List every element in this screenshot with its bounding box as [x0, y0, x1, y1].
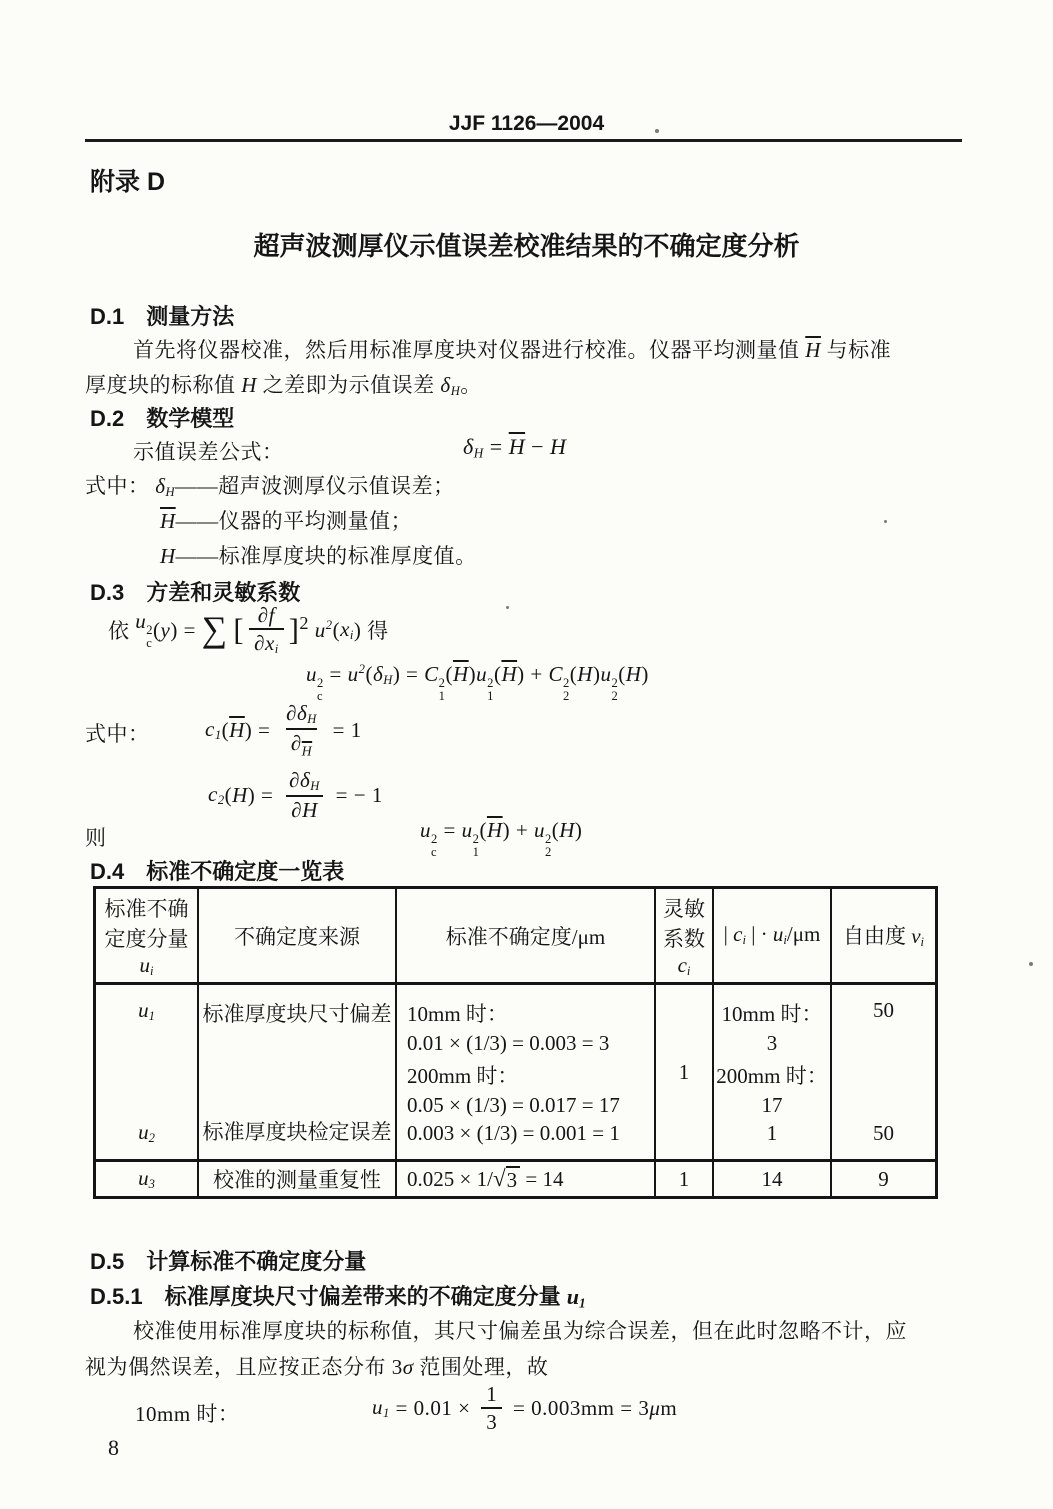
ciui-line: 3	[766, 1031, 778, 1056]
std-line: 0.05 × (1/3) = 0.017 = 17	[407, 1092, 620, 1117]
table-cell-source-u3	[199, 1162, 397, 1196]
u2-symbol: $u_2$	[138, 1119, 155, 1145]
header-line: 不确定度来源	[234, 924, 360, 949]
dof-u1: 50	[873, 998, 894, 1022]
table-cell-std-uncertainty-u3	[397, 1162, 656, 1196]
table-header-dof	[832, 889, 935, 985]
d2-def-hbar: $\overline{H}——$仪器的平均测量值；	[160, 509, 413, 533]
d5-paragraph-line1: 校准使用标准厚度块的标称值，其尺寸偏差虽为综合误差，但在此时忽略不计，应	[133, 1319, 907, 1343]
ciui-line: 1	[766, 1121, 778, 1145]
uncertainty-budget-table	[93, 886, 938, 1199]
d3-then-label: 则	[85, 826, 107, 850]
section-d2-heading: D.2 数学模型	[90, 406, 235, 431]
table-cell-sensitivity-u3	[656, 1162, 714, 1196]
d3-uc-formula: u 2 c = u 2 1 $(\overline{H}) + u$ 2 2 (H)	[420, 818, 583, 859]
scan-speck	[655, 129, 659, 133]
d3-variance-formula: 依 u 2 c ( y ) = ∑ [ $\frac{\partial f}{\partial x_i}$ ]$^2$ $u^2$ ( $x_i$ ) 得	[108, 602, 389, 657]
header-rule	[85, 139, 962, 142]
header-formula: 自由度 $\nu_i$	[842, 924, 925, 950]
doc-code: JJF 1126—2004	[448, 112, 605, 135]
sensitivity-u3: 1	[678, 1166, 690, 1191]
table-cell-ciui-u3	[714, 1162, 832, 1196]
header-line: 系数	[663, 927, 705, 951]
ciui-line: 17	[761, 1092, 783, 1117]
ciui-u3: 14	[761, 1166, 783, 1191]
d5-case-label: 10mm 时：	[135, 1402, 240, 1426]
header-symbol-ui: $u_i$	[139, 953, 154, 979]
scan-speck	[506, 606, 509, 609]
d1-paragraph-line1: 首先将仪器校准，然后用标准厚度块对仪器进行校准。仪器平均测量值 $\overline{H}$ 与标准	[133, 338, 892, 362]
d2-def-h: H——标准厚度块的标准厚度值。	[160, 544, 477, 568]
dof-u3: 9	[878, 1166, 889, 1191]
scan-speck	[1029, 962, 1033, 966]
section-d3-heading: D.3 方差和灵敏系数	[90, 580, 301, 605]
d2-error-formula: $\delta_H = \overline{H} - H$	[463, 434, 567, 461]
table-header-ciui	[714, 889, 832, 985]
table-header-component	[96, 889, 199, 985]
page-number: 8	[108, 1435, 119, 1460]
d2-formula-label: 示值误差公式：	[133, 440, 284, 464]
std-line: 10mm 时：	[407, 1002, 508, 1026]
d3-where-label: 式中：	[85, 722, 150, 746]
ciui-line: 10mm 时：	[721, 1002, 823, 1026]
section-d5-heading: D.5 计算标准不确定度分量	[90, 1249, 367, 1274]
dof-u2: 50	[873, 1121, 894, 1145]
source-u3: 校准的测量重复性	[213, 1168, 381, 1192]
table-cell-component-u3	[96, 1162, 199, 1196]
u3-symbol: $u_3$	[138, 1165, 155, 1192]
table-cell-sensitivity-u1u2	[656, 985, 714, 1162]
source-u1: 标准厚度块尺寸偏差	[202, 1002, 392, 1026]
header-line: 标准不确定度/μm	[445, 924, 606, 949]
table-cell-source-u1u2	[199, 985, 397, 1162]
header-line: 灵敏	[663, 897, 705, 921]
d3-sensitivity-c1-formula: $c_1$ ( $\overline{H}$ ) = $\frac{\partial\delta_H}{\partial_{\overline{H}}}$ = 1	[205, 701, 362, 759]
section-d4-heading: D.4 标准不确定度一览表	[90, 859, 345, 884]
appendix-label: 附录 D	[90, 168, 166, 196]
section-d51-heading: D.5.1 标准厚度块尺寸偏差带来的不确定度分量 $u_1$	[90, 1284, 586, 1311]
header-line: 定度分量	[104, 927, 189, 951]
std-u3-formula: 0.025 × 1/ √ 3 = 14	[407, 1164, 564, 1192]
scan-speck	[884, 520, 887, 523]
sensitivity-value: 1	[678, 1059, 690, 1084]
table-cell-dof-u1u2	[832, 985, 935, 1162]
std-line: 0.01 × (1/3) = 0.003 = 3	[407, 1031, 610, 1056]
ciui-line: 200mm 时：	[716, 1063, 828, 1088]
d5-u1-formula: $u_1$ = 0.01 × $\frac{1}{3}$ = 0.003mm = 3 μ m	[372, 1381, 678, 1434]
table-cell-dof-u3	[832, 1162, 935, 1196]
source-u2: 标准厚度块检定误差	[202, 1120, 392, 1144]
table-header-source	[199, 889, 397, 985]
table-cell-ciui-u1u2	[714, 985, 832, 1162]
std-line: 200mm 时：	[407, 1063, 519, 1088]
d3-sensitivity-c2-formula: $c_2$ ( H ) = $\frac{\partial\delta_H}{\partial H}$ = − 1	[208, 767, 383, 822]
header-symbol-ci: $c_i$	[677, 953, 691, 979]
d3-combined-formula: u 2 c = $u^2(\delta_H) = C$ 2 1 $(\overline{H})u$ 2 1 $(\overline{H}) + C$ 2 2 (H)u 2 2 (H)	[306, 662, 649, 703]
table-header-sensitivity	[656, 889, 714, 985]
std-line: 0.003 × (1/3) = 0.001 = 1	[407, 1121, 620, 1145]
header-formula: | $c_i$ | · $u_i/\mu m$	[723, 922, 821, 948]
header-line: 标准不确	[104, 897, 189, 921]
u1-symbol: $u_1$	[138, 998, 155, 1024]
d1-paragraph-line2: 厚度块的标称值 H 之差即为示值误差 $\delta_H$。	[85, 373, 482, 399]
d2-where-line: 式中： $\delta_H——$超声波测厚仪示值误差；	[85, 474, 455, 500]
table-header-std-uncertainty	[397, 889, 656, 985]
section-d1-heading: D.1 测量方法	[90, 304, 235, 329]
table-cell-std-uncertainty-u1u2	[397, 985, 656, 1162]
doc-title: 超声波测厚仪示值误差校准结果的不确定度分析	[253, 231, 800, 261]
d5-paragraph-line2: 视为偶然误差，且应按正态分布 3σ 范围处理，故	[85, 1355, 549, 1379]
table-cell-component-u1u2	[96, 985, 199, 1162]
